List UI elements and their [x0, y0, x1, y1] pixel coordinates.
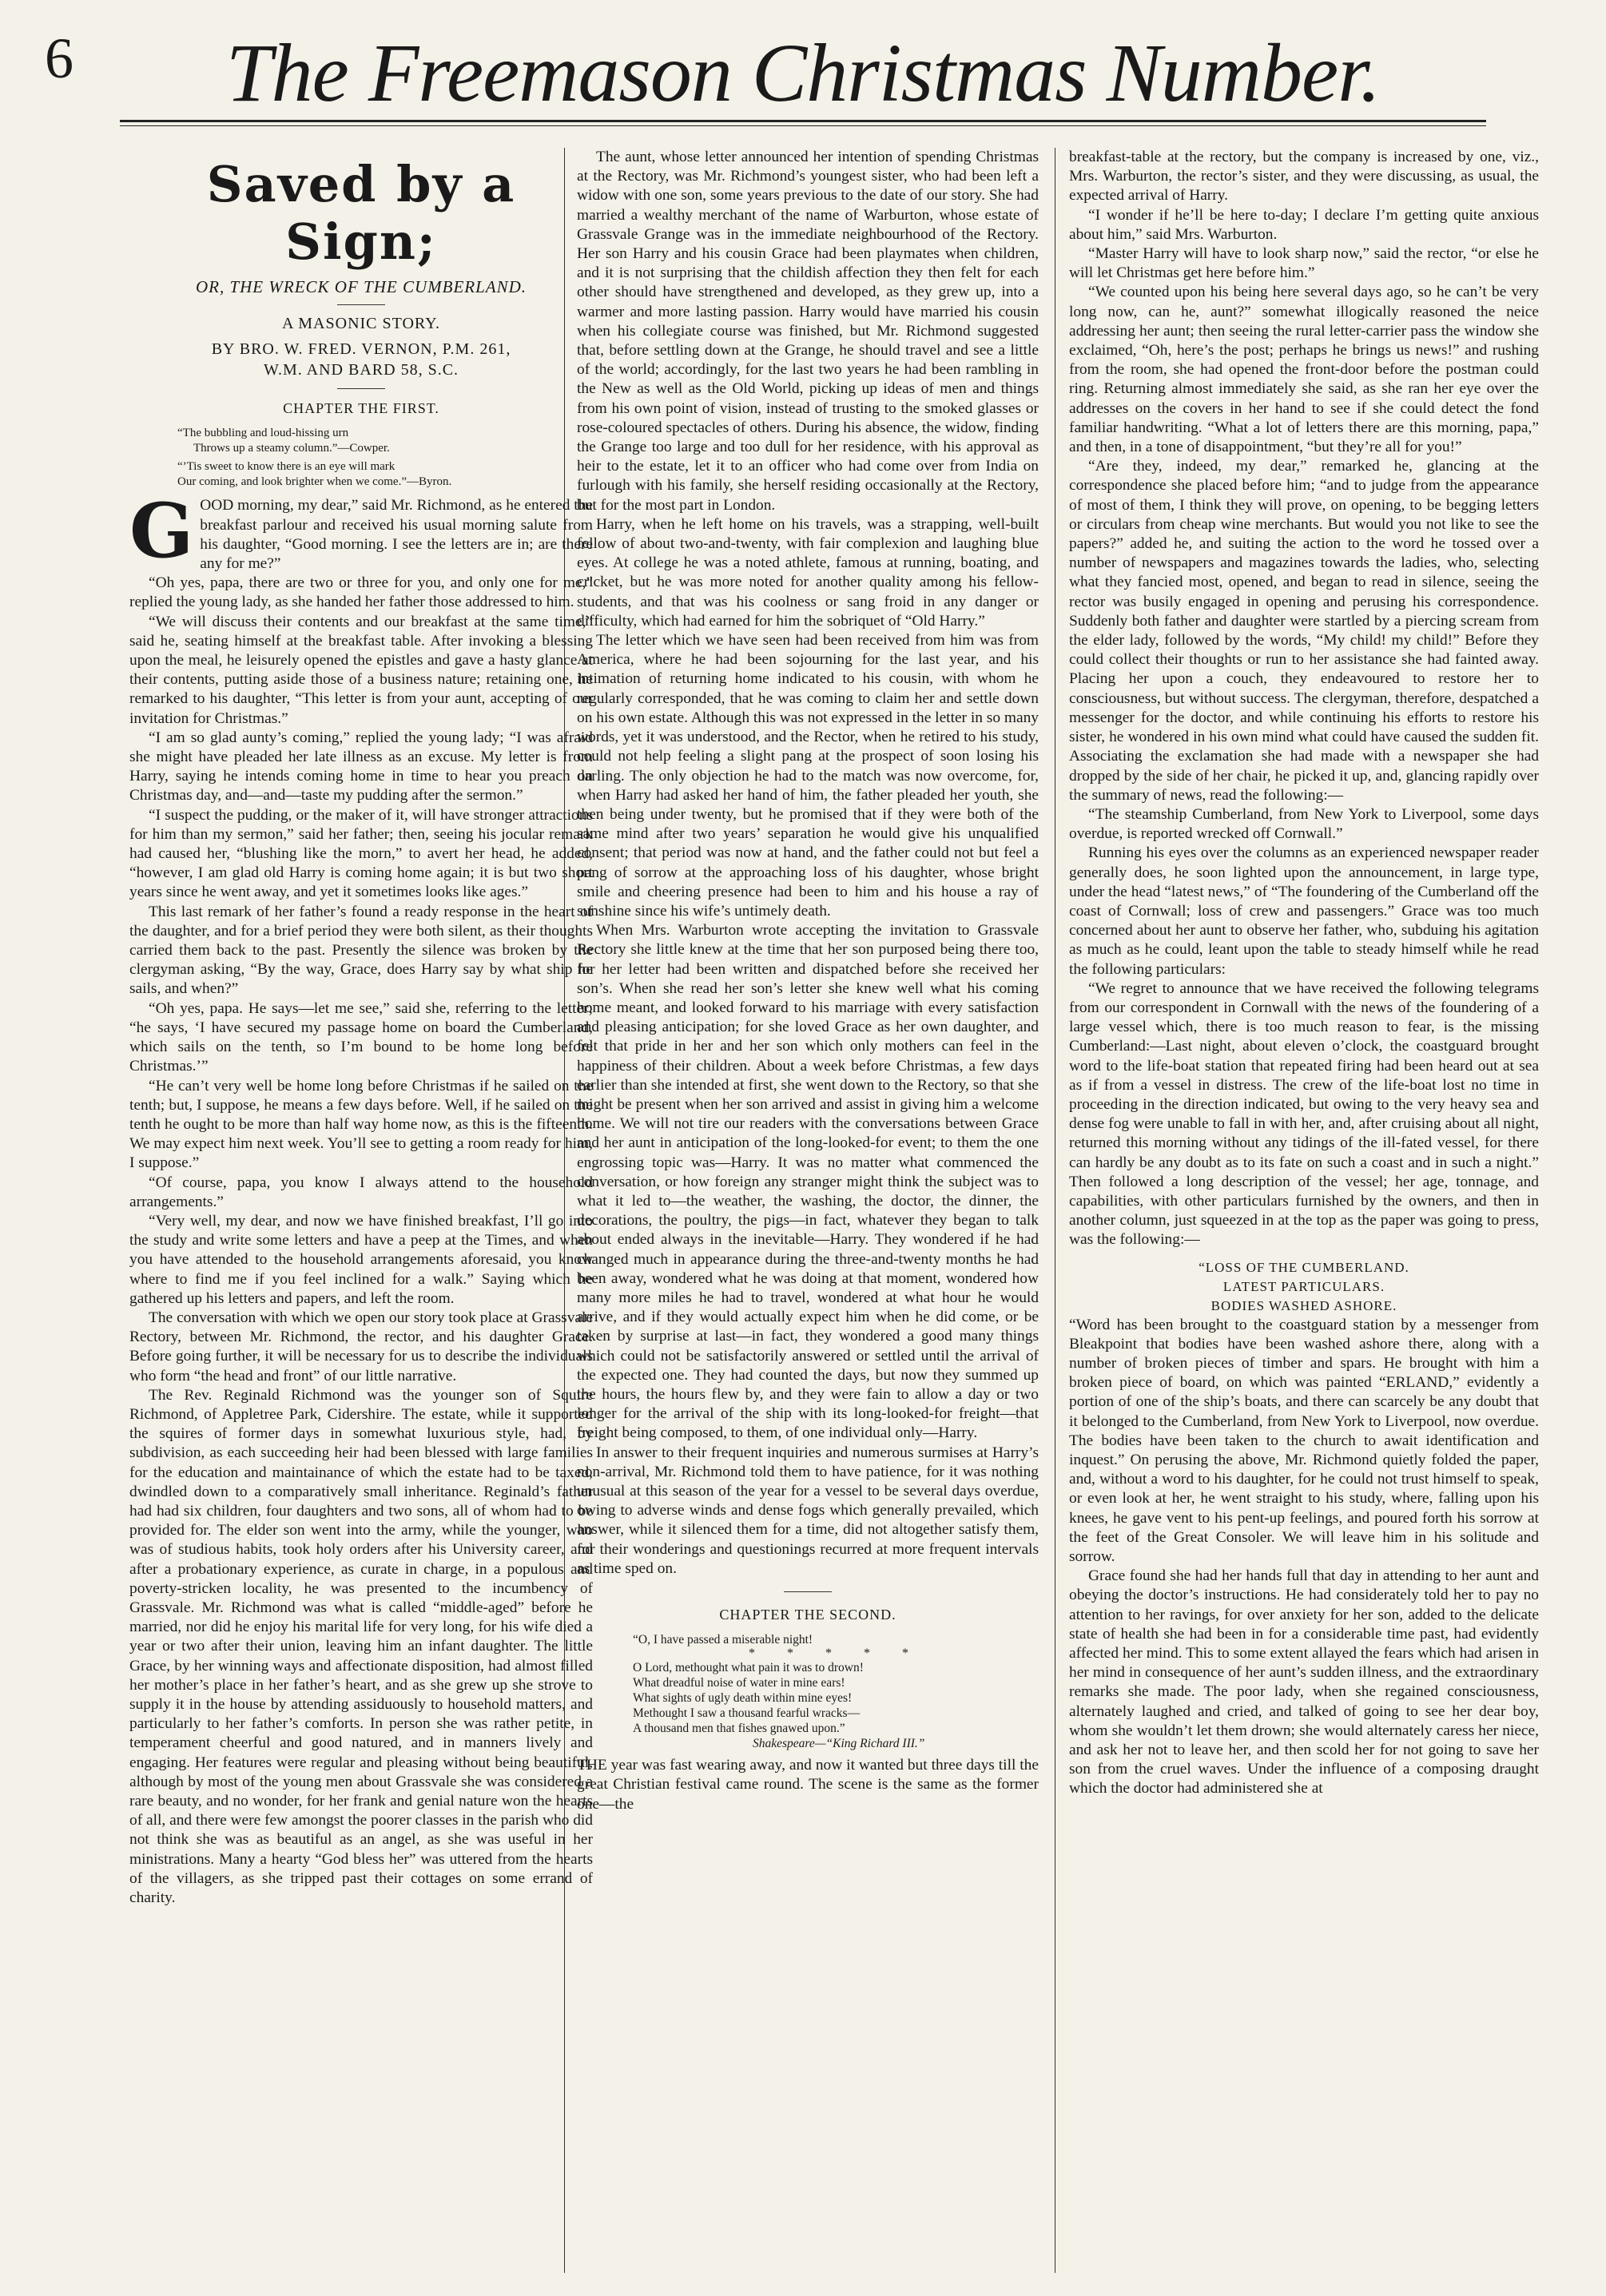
- section-rule: [784, 1591, 832, 1592]
- paragraph: THE year was fast wearing away, and now it wanted but three days till the great Christian festival came round. The scene is the same as the former one—the: [577, 1757, 1039, 1813]
- news-heading-3: BODIES WASHED ASHORE.: [1210, 1297, 1397, 1313]
- epigraph-2: [177, 459, 593, 490]
- verse-opening-line: “O, I have passed a miserable night!: [633, 1633, 813, 1647]
- news-heading-2: LATEST PARTICULARS.: [1222, 1278, 1385, 1294]
- paragraph: “We will discuss their contents and our breakfast at the same time,” said he, seating himself at the breakfast table. After invoking a blessing upon the meal, he leisurely opened the epistles and gave a hasty glance at their contents, putting aside those of a business nature; retaining one, he remarked to his daughter, “This letter is from your aunt, accepting of our invitation for Christmas.”: [129, 613, 593, 727]
- paragraph: This last remark of her father’s found a ready response in the heart of the daughter, and for a brief period they were both silent, as their thoughts carried them back to the past. Presently the silence was broken by the clergyman asking, “By the way, Grace, does Harry say by what ship he sails, and when?”: [129, 903, 593, 998]
- verse-line: Methought I saw a thousand fearful wracks—: [633, 1706, 861, 1721]
- byline-line-2: W.M. AND BARD 58, S.C.: [263, 361, 459, 379]
- paragraph: The Rev. Reginald Richmond was the younger son of Squire Richmond, of Appletree Park, Cidershire. The estate, while it supported the squires of former days in somewhat luxurious style, had, by subdivision, as each succeeding heir had been blessed with large families for the education and maintainance of which the estate had to be taxed, dwindled down to a comparatively small inheritance. Reginald’s father had had six children, four daughters and two sons, all of whom had to be provided for. The elder son went into the army, while the younger, who was of studious habits, took holy orders after his University career, and after a probationary experience, as curate in charge, in a populous and poverty-stricken locality, he was presented to the incumbency of Grassvale. Mr. Richmond was what is called “middle-aged” before he married, nor did he enjoy his marital life for very long, for his wife died a year or two after their union, leaving him an infant daughter. The little Grace, by her winning ways and affectionate disposition, had almost filled her mother’s place in her father’s heart, and as she grew up she strove to supply it in the house by attending assiduously to household matters, and particularly to her father’s comforts. In person she was rather petite, in temperament cheerful and good natured, and in manners lively and engaging. Her features were regular and pleasing without being beautiful, although by most of the young men about Grassvale she was considered a rare beauty, and no wonder, for her frank and genial nature won the hearts of all, and there were few amongst the poorer classes in the parish who did not think she was as beautiful as an angel, as she was useful in her ministrations. Many a hearty “God bless her” was uttered from the hearts of the villagers, as she tripped past their cottages on some errand of charity.: [129, 1386, 593, 1907]
- paragraph: “Oh yes, papa, there are two or three for you, and only one for me,” replied the young lady, as she handed her father those addressed to him.: [129, 574, 593, 611]
- title-rule: [337, 304, 385, 305]
- paragraph: The letter which we have seen had been received from him was from America, where he had been sojourning for the last year, and his intimation of returning home indicated to his cousin, with whom he regularly corresponded, that he was coming to claim her and settle down on his own estate. Although this was not expressed in the letter in so many words, yet it was understood, and the Rector, when he retired to his study, could not help feeling a slight pang at the prospect of soon losing his darling. The only objection he had to the match was now overcome, for, when Harry had asked her hand of him, the father pleaded her youth, she then being under twenty, but he promised that if they were both of the same mind after two years’ separation he would give his unqualified consent; that period was now at hand, and the father could not but feel a pang of sorrow at the approaching loss of his daughter, whose bright smile and cheering presence had been to him and his house a ray of sunshine since his wife’s untimely death.: [577, 632, 1039, 920]
- paragraph: Running his eyes over the columns as an experienced newspaper reader generally does, he soon lighted upon the announcement, in large type, under the head “latest news,” of “The foundering of the Cumberland off the coast of Cornwall; loss of crew and passengers.” Grace was too much concerned about her aunt to observe her father, who, subduing his agitation as much as he could, leant upon the table to steady himself while he read the following particulars:: [1069, 844, 1539, 978]
- verse-epigraph: [633, 1632, 1039, 1751]
- page-number: 6: [45, 26, 74, 90]
- paragraph: “Word has been brought to the coastguard station by a messenger from Bleakpoint that bodies have been washed ashore there, along with a number of broken pieces of timber and spars. He brought with him a broken piece of board, on which was painted “ERLAND,” evidently a portion of one of the ship’s boats, and there can scarcely be any doubt that it belonged to the Cumberland, from New York to Liverpool, now overdue. The bodies have been taken to the church to await identification and inquest.” On perusing the above, Mr. Richmond quietly folded the paper, and, without a word to his daughter, for he could not trust himself to speak, or even look at her, he went straight to his study, where, falling upon his knees, he gave vent to his pent-up feelings, and poured forth his sorrow at the feet of the Great Consoler. We will leave him in his solitude and sorrow.: [1069, 1316, 1539, 1566]
- paragraph: Grace found she had her hands full that day in attending to her aunt and obeying the doctor’s instructions. He had considerately told her to pay no attention to her ravings, for over anxiety for her son, added to the delicate state of health she had been in for a considerable time past, had evidently affected her mind. This to some extent allayed the fears which had arisen in her mind in consequence of her aunt’s sudden illness, and the extraordinary remarks she made. The poor lady, when she regained consciousness, alternately laughed and cried, and talked of going to see her dear boy, whom she wouldn’t let them drown; she would alternately caress her niece, and ask her not to leave her, and then scold her for not going to save her son from the cruel waves. Under the influence of a composing draught which the doctor had administered she at: [1069, 1567, 1539, 1797]
- epigraph-2-line-1: “’Tis sweet to know there is an eye will mark: [177, 460, 396, 474]
- drop-cap: G: [129, 487, 194, 576]
- header-rule: [120, 120, 1486, 122]
- epigraph-1-line-2: Throws up a steamy column.”—Cowper.: [193, 442, 390, 455]
- paragraph: When Mrs. Warburton wrote accepting the invitation to Grassvale Rectory she little knew at the time that her son purposed being there too, for her letter had been written and dispatched before she received her son’s. When she read her son’s letter she knew well what his coming home meant, and looked forward to his marriage with every satisfaction and pleasing anticipation; for she loved Grace as her own daughter, and felt that pride in her and her son which only mothers can feel in the happiness of their children. About a week before Christmas, a few days earlier than she intended at first, she went down to the Rectory, so that she might be present when her son arrived and assist in giving him a welcome home. We will not tire our readers with the conversations between Grace and her aunt in anticipation of the long-looked-for event; to them the one engrossing topic was—Harry. It was no matter what commenced the conversation, or how foreign any stranger might think the subject was to what it led to—the weather, the washing, the doctor, the dinner, the decorations, the poultry, the pigs—in fact, whatever they began to talk about ended always in the inevitable—Harry. They wondered if he had changed much in appearance during the three-and-twenty months he had been away, wondered what he was doing at that moment, wondered how many more miles he had to travel, wondered at what hour he would arrive, and if they would actually expect him when he did come, or be taken by surprise at last—in fact, they wondered a good many things which could not be satisfactorily answered or settled until the arrival of the expected one. They had counted the days, but now they summed up the hours, the hours flew by, and they were fain to allow a day or two longer for the arrival of the ship with its long-looked-for freight—that freight being composed, to them, of one individual only—Harry.: [577, 922, 1039, 1442]
- paragraph: “He can’t very well be home long before Christmas if he sailed on the tenth; but, I suppose, he means a few days before. Well, if he sailed on the tenth he ought to be more than half way home now, as this is the fifteenth. We may expect him next week. You’ll see to getting a room ready for him, I suppose.”: [129, 1077, 593, 1172]
- byline-line-1: BY BRO. W. FRED. VERNON, P.M. 261,: [211, 340, 511, 359]
- epigraph-2-line-2: Our coming, and look brighter when we come.”—Byron.: [177, 475, 452, 489]
- paragraph: “I suspect the pudding, or the maker of it, will have stronger attractions for him than my sermon,” said her father; then, seeing his jocular remark had caused her, “blushing like the morn,” to avert her head, he added, “however, I am glad old Harry is coming home again; it is but two short years since he went away, and yet it sometimes looks like ages.”: [129, 806, 593, 901]
- verse-line: A thousand men that fishes gnawed upon.”: [633, 1722, 845, 1736]
- epigraph-1: [177, 426, 593, 456]
- column-2: [577, 148, 1039, 2273]
- story-kind: A MASONIC STORY.: [281, 315, 441, 333]
- paragraph: “Very well, my dear, and now we have finished breakfast, I’ll go into the study and write some letters and have a peep at the Times, and when you have attended to the household arrangements aforesaid, you know where to find me if you feel inclined for a walk.” Saying which he gathered up his letters and papers, and left the room.: [129, 1212, 593, 1307]
- paragraph: “I wonder if he’ll be here to-day; I declare I’m getting quite anxious about him,” said Mrs. Warburton.: [1069, 206, 1539, 243]
- chapter-heading-1: CHAPTER THE FIRST.: [283, 400, 439, 417]
- paragraph: In answer to their frequent inquiries and numerous surmises at Harry’s non-arrival, Mr. Richmond told them to have patience, for it was nothing unusual at this season of the year for a vessel to be several days overdue, owing to adverse winds and dense fogs which generally prevailed, which answer, while it silenced them for a time, did not altogether satisfy them, for their wonderings and questionings recurred at more frequent intervals as time sped on.: [577, 1444, 1039, 1577]
- verse-stars: * * * * *: [749, 1647, 923, 1661]
- paragraph: Harry, when he left home on his travels, was a strapping, well-built fellow of about two-and-twenty, with fair complexion and laughing blue eyes. At college he was a noted athlete, famous at running, boating, and cricket, but he was more noted for another quality among his fellow-students, and that was his coolness or sang froid in any danger or difficulty, which had earned for him the sobriquet of “Old Harry.”: [577, 515, 1039, 630]
- paragraph: The conversation with which we open our story took place at Grassvale Rectory, between Mr. Richmond, the rector, and his daughter Grace. Before going further, it will be necessary for us to describe the individuals who form “the head and front” of our little narrative.: [129, 1309, 593, 1384]
- verse-line: What sights of ugly death within mine eyes!: [633, 1691, 853, 1706]
- paragraph: “We counted upon his being here several days ago, so he can’t be very long now, can he, aunt?” somewhat illogically reasoned the neice addressing her aunt; then seeing the rural letter-carrier pass the window she exclaimed, “Oh, here’s the post; perhaps he brings us news!” and rushing from the room, she had opened the front-door before the postman could ring. Returning almost immediately she said, as she ran her eye over the addresses on the covers in her hand to see if she could detect the fond familiar handwriting. “What a lot of letters there are this morning, papa,” and then, in a tone of disappointment, “but they’re all for you!”: [1069, 284, 1539, 456]
- verse-line: O Lord, methought what pain it was to drown!: [633, 1661, 864, 1675]
- verse-attribution: Shakespeare—“King Richard III.”: [753, 1737, 925, 1751]
- story-title: Saved by a Sign;: [206, 155, 516, 271]
- byline-rule: [337, 388, 385, 389]
- paragraph: [129, 487, 593, 576]
- column-1: [129, 148, 593, 2273]
- paragraph: “Master Harry will have to look sharp now,” said the rector, “or else he will let Christmas get here before him.”: [1069, 245, 1539, 282]
- chapter-heading-2: CHAPTER THE SECOND.: [719, 1607, 896, 1623]
- paragraph-text: OOD morning, my dear,” said Mr. Richmond, as he entered the breakfast parlour and received his usual morning salute from his daughter, “Good morning. I see the letters are in; are there any for me?”: [200, 497, 593, 573]
- header-rule-thin: [120, 125, 1486, 126]
- column-3: [1069, 148, 1539, 2273]
- news-heading-1: “LOSS OF THE CUMBERLAND.: [1199, 1259, 1409, 1275]
- paragraph: “The steamship Cumberland, from New York to Liverpool, some days overdue, is reported wrecked off Cornwall.”: [1069, 805, 1539, 843]
- paragraph: “Are they, indeed, my dear,” remarked he, glancing at the correspondence she placed before him; “and to judge from the appearance of most of them, I think they will prove, on opening, to be begging letters or circulars from cheap wine merchants. But would you not like to see the papers?” added he, and suiting the action to the word he tossed over a number of newspapers and magazines towards the ladies, who, selecting what they fancied most, opened, and began to read in silence, seeing the rector was busily engaged in opening and perusing his correspondence. Suddenly both father and daughter were startled by a piercing scream from the elder lady, followed by the words, “My child! my child!” Before they could collect their thoughts or run to her assistance she had fainted away. Placing her upon a couch, they endeavoured to restore her to consciousness, but without success. The clergyman, therefore, despatched a messenger for the doctor, and while continuing his efforts to restore his sister, he wondered in his own mind what could have caused the sudden fit. Associating the exclamation she had made with a newspaper she had dropped by the side of her chair, he picked it up, and, glancing rapidly over the summary of news, read the following:—: [1069, 458, 1539, 804]
- paragraph: “Oh yes, papa. He says—let me see,” said she, referring to the letter; “he says, ‘I have secured my passage home on board the Cumberland, which sails on the tenth, so I’m bound to be home long before Christmas.’”: [129, 999, 593, 1075]
- paragraph: “I am so glad aunty’s coming,” replied the young lady; “I was afraid she might have pleaded her late illness as an excuse. My letter is from Harry, saying he intends coming home in time to hear you preach on Christmas day, and—and—taste my pudding after the sermon.”: [129, 729, 593, 804]
- paragraph: “Of course, papa, you know I always attend to the household arrangements.”: [129, 1174, 593, 1210]
- page-header: [0, 18, 1606, 129]
- paragraph: breakfast-table at the rectory, but the company is increased by one, viz., Mrs. Warburton, the rector’s sister, and they were discussing, as usual, the expected arrival of Harry.: [1069, 149, 1539, 205]
- story-subtitle: OR, THE WRECK OF THE CUMBERLAND.: [195, 277, 527, 296]
- verse-line: What dreadful noise of water in mine ears!: [633, 1676, 845, 1690]
- epigraph-1-line-1: “The bubbling and loud-hissing urn: [177, 427, 349, 440]
- publication-title: The Freemason Christmas Number.: [225, 27, 1381, 119]
- paragraph: The aunt, whose letter announced her intention of spending Christmas at the Rectory, was Mr. Richmond’s youngest sister, who had been left a widow with one son, some years previous to the date of our story. She had married a wealthy merchant of the name of Warburton, whose estate of Grassvale Grange was in the immediate neighbourhood of the Rectory. Her son Harry and his cousin Grace had been playmates when children, and it is not surprising that the childish affection they then felt for each other should have strengthened and developed, as they grew up, into a warmer and more lasting passion. Harry would have married his cousin when his collegiate course was finished, but Mr. Richmond suggested that, before settling down at the Grange, he should travel and see a little of the world; accordingly, for the last two years he had been rambling in the New as well as the Old World, picking up ideas of men and things from his own point of vision, instead of trusting to the smoked glasses or rose-coloured spectacles of others. During his absence, the widow, finding the Grange too large and too dull for her residence, with his approval as heir to the estate, let it to an officer who had come over from India on furlough with his family, she herself residing occasionally at the Rectory, but for the most part in London.: [577, 149, 1039, 514]
- paragraph: “We regret to announce that we have received the following telegrams from our correspondent in Cornwall with the news of the foundering of a large vessel which, there is too much reason to fear, is the missing Cumberland:—Last night, about eleven o’clock, the coastguard brought word to the life-boat station that repeated firing had been heard out at sea as if from a vessel in distress. The crew of the life-boat lost no time in proceeding in the direction indicated, but owing to the very heavy sea and dense fog were unable to fall in with her, and, after cruising about all night, returned this morning without any tidings of the ill-fated vessel, for there can hardly be any doubt as to its fate on such a coast and in such a night.” Then followed a long description of the vessel; her age, tonnage, and capabilities, with other particulars furnished by the owners, and then in another column, just squeezed in at the top as the paper was going to press, was the following:—: [1069, 979, 1539, 1249]
